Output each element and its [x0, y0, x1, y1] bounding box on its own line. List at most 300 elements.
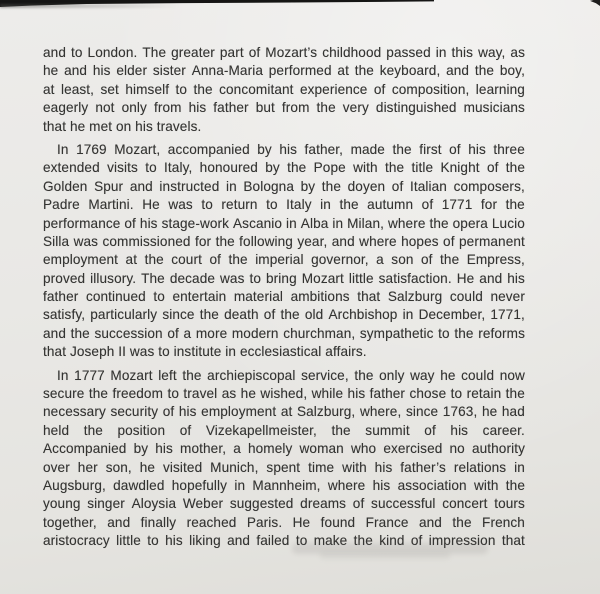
- word: 1769: [76, 141, 107, 157]
- word: title: [411, 160, 434, 176]
- text-line: [43, 81, 525, 99]
- word: of: [486, 160, 499, 176]
- word: of: [443, 233, 455, 249]
- word: the: [228, 252, 248, 268]
- word: the: [354, 63, 374, 79]
- word: Padre: [43, 197, 80, 213]
- word: the: [354, 367, 374, 383]
- word: to: [249, 270, 262, 286]
- word: material: [233, 289, 283, 305]
- word: of: [209, 252, 222, 268]
- word: Mozart’s: [265, 45, 318, 60]
- word: son,: [105, 459, 132, 475]
- text-line: [43, 306, 525, 324]
- word: old: [304, 307, 324, 323]
- word: of: [421, 197, 434, 213]
- word: the: [384, 160, 405, 176]
- word: the: [331, 422, 351, 438]
- word: Italy,: [164, 160, 193, 176]
- word: never: [490, 289, 525, 305]
- word: accompanied: [167, 141, 250, 157]
- word: doyen: [347, 178, 386, 194]
- word: keyboard,: [379, 63, 441, 79]
- word: chose: [409, 386, 447, 402]
- word: but: [255, 100, 275, 116]
- word: his: [155, 441, 173, 457]
- word: Augsburg,: [43, 477, 106, 493]
- word: to: [201, 197, 213, 213]
- word: by: [300, 178, 316, 194]
- word: only: [121, 100, 147, 116]
- word: of: [124, 215, 136, 231]
- text-line: [43, 251, 525, 269]
- word: Alba: [300, 215, 329, 231]
- word: the: [505, 386, 525, 402]
- word: particularly: [90, 307, 158, 323]
- word: he: [440, 367, 456, 383]
- word: instructed: [159, 178, 220, 194]
- word: he: [139, 459, 156, 475]
- word: Martini.: [88, 197, 134, 213]
- text-line: [43, 403, 525, 421]
- word: extended: [43, 160, 100, 176]
- word: imperial: [255, 252, 304, 268]
- word: had: [501, 404, 525, 420]
- word: at: [125, 252, 138, 268]
- word: way: [410, 367, 435, 383]
- word: now: [499, 367, 525, 383]
- text-line: [43, 99, 525, 117]
- word: Mannheim,: [252, 477, 321, 493]
- word: relations: [453, 459, 507, 475]
- word: the: [454, 325, 474, 341]
- word: the: [339, 197, 359, 213]
- word: where: [359, 233, 397, 249]
- word: entertain: [172, 289, 227, 305]
- word: the: [144, 252, 164, 268]
- word: the: [215, 233, 235, 249]
- word: 1771: [441, 197, 473, 213]
- word: time: [308, 459, 335, 475]
- word: summit: [365, 422, 410, 438]
- word: least,: [60, 81, 95, 97]
- word: aristocracy: [43, 533, 110, 549]
- word: and: [43, 45, 66, 60]
- word: liking: [189, 533, 221, 549]
- word: little: [348, 270, 374, 286]
- word: commissioned: [102, 233, 191, 249]
- word: singer: [87, 496, 125, 512]
- word: from: [153, 100, 182, 116]
- word: Weber: [182, 496, 224, 512]
- word: found: [320, 514, 356, 530]
- word: only: [379, 367, 405, 383]
- word: of: [373, 81, 386, 97]
- word: the: [83, 422, 103, 438]
- word: ambitions: [290, 289, 350, 305]
- word: Accompanied: [43, 441, 127, 457]
- word: travel: [183, 386, 218, 402]
- word: position: [117, 422, 166, 438]
- word: to: [145, 160, 157, 176]
- word: with: [353, 160, 378, 176]
- word: was: [168, 197, 193, 213]
- word: as: [510, 45, 525, 60]
- word: childhood: [322, 45, 382, 60]
- word: Italian: [409, 178, 447, 194]
- word: of: [167, 325, 179, 341]
- text-line: [43, 440, 525, 458]
- word: Silla: [43, 233, 70, 249]
- word: the: [193, 81, 213, 97]
- word: since: [405, 404, 439, 420]
- word: 1763,: [442, 404, 478, 420]
- text-line: [43, 215, 525, 233]
- word: and: [107, 514, 131, 530]
- word: the: [287, 160, 307, 176]
- word: his: [372, 477, 391, 493]
- word: of: [179, 422, 192, 438]
- word: successful: [371, 496, 436, 512]
- word: to: [450, 386, 463, 402]
- word: Mozart: [301, 270, 344, 286]
- word: composition,: [391, 81, 470, 97]
- word: archiepiscopal: [207, 367, 296, 383]
- word: performance: [43, 215, 121, 231]
- word: to: [266, 197, 278, 213]
- word: exercised: [383, 441, 443, 457]
- word: French: [482, 514, 525, 530]
- word: boy,: [499, 63, 525, 79]
- word: the: [88, 386, 109, 402]
- word: mother,: [180, 441, 227, 457]
- word: her: [77, 459, 98, 475]
- word: no: [449, 441, 465, 457]
- word: authority: [471, 441, 525, 457]
- word: elder: [116, 63, 148, 79]
- word: hopes: [401, 233, 439, 249]
- word: not: [95, 100, 115, 116]
- word: he: [240, 386, 256, 402]
- word: homely: [247, 441, 293, 457]
- word: Spur: [94, 178, 124, 194]
- text-line: [43, 495, 525, 513]
- word: for: [194, 233, 212, 249]
- word: the: [199, 307, 219, 323]
- word: dreams: [300, 496, 347, 512]
- word: first: [419, 141, 442, 157]
- word: learning: [475, 81, 525, 97]
- word: honoured: [199, 160, 258, 176]
- word: wished,: [260, 386, 308, 402]
- word: employment: [201, 404, 277, 420]
- word: father: [43, 289, 79, 305]
- word: was: [220, 270, 245, 286]
- word: decade: [169, 270, 216, 286]
- word: very: [342, 100, 369, 116]
- word: Empress,: [466, 252, 525, 268]
- word: the: [392, 141, 412, 157]
- word: three: [493, 141, 525, 157]
- word: finally: [140, 514, 177, 530]
- word: to: [438, 325, 450, 341]
- word: the: [316, 100, 336, 116]
- word: his: [92, 63, 111, 79]
- word: eagerly: [43, 100, 89, 116]
- word: reforms: [478, 325, 525, 341]
- word: satisfaction.: [378, 270, 452, 286]
- word: of: [424, 422, 436, 438]
- word: of: [410, 533, 423, 549]
- text-line: [43, 178, 525, 196]
- text-line: [43, 196, 525, 214]
- word: little: [116, 533, 141, 549]
- word: following: [239, 233, 293, 249]
- word: the: [440, 252, 460, 268]
- word: left: [158, 367, 177, 383]
- word: In: [57, 141, 69, 157]
- word: and: [479, 270, 503, 286]
- word: France: [365, 514, 409, 530]
- word: hopefully: [171, 477, 228, 493]
- word: father’s: [400, 459, 446, 475]
- word: of: [352, 496, 365, 512]
- word: death: [224, 307, 259, 323]
- word: set: [100, 81, 119, 97]
- text-line: [43, 288, 525, 306]
- text-line: [43, 367, 525, 385]
- word: churchman,: [283, 325, 356, 341]
- word: to: [175, 81, 188, 97]
- word: of: [248, 45, 261, 60]
- word: year,: [297, 233, 328, 249]
- text-line: [43, 270, 525, 288]
- word: son: [391, 252, 414, 268]
- word: by: [257, 141, 272, 157]
- word: to: [295, 533, 308, 549]
- word: Mozart,: [114, 141, 161, 157]
- word: that: [501, 533, 525, 549]
- word: bring: [266, 270, 297, 286]
- word: distinguished: [375, 100, 457, 116]
- word: a: [376, 252, 384, 268]
- word: the: [182, 367, 202, 383]
- word: kind: [379, 533, 405, 549]
- word: Golden: [43, 178, 88, 194]
- word: the: [505, 160, 525, 176]
- word: his: [188, 100, 207, 116]
- word: satisfy,: [43, 307, 86, 323]
- text-line: [43, 477, 525, 495]
- word: as: [221, 386, 237, 402]
- word: for: [480, 197, 498, 213]
- word: in: [320, 197, 331, 213]
- page-text: [43, 44, 525, 551]
- word: Milan,: [347, 215, 384, 231]
- word: He: [142, 197, 160, 213]
- word: freedom: [112, 386, 164, 402]
- word: necessary: [43, 404, 106, 420]
- word: could: [449, 289, 483, 305]
- word: his: [507, 270, 525, 286]
- word: governor,: [311, 252, 369, 268]
- word: Archbishop: [328, 307, 398, 323]
- word: his: [178, 404, 197, 420]
- word: Paris.: [246, 514, 283, 530]
- word: from: [281, 100, 310, 116]
- text-line: [43, 62, 525, 80]
- word: of: [162, 404, 175, 420]
- word: London.: [87, 45, 138, 60]
- word: woman: [299, 441, 344, 457]
- word: this: [451, 45, 474, 60]
- word: December,: [418, 307, 486, 323]
- word: retain: [466, 386, 502, 402]
- scan-artifact-top-strip-shadow: [0, 4, 180, 8]
- word: to: [167, 386, 179, 402]
- word: secure: [43, 386, 85, 402]
- word: that: [357, 289, 381, 305]
- text-line: [43, 233, 525, 251]
- word: composers,: [453, 178, 525, 194]
- word: return: [221, 197, 258, 213]
- word: by: [133, 441, 149, 457]
- word: with: [473, 477, 499, 493]
- word: and: [64, 63, 88, 79]
- text-line: that he met on his travels.: [43, 118, 202, 134]
- word: his: [139, 215, 158, 231]
- word: make: [313, 533, 348, 549]
- word: association: [397, 477, 467, 493]
- word: way,: [478, 45, 506, 60]
- word: and: [227, 533, 251, 549]
- word: Mozart: [110, 367, 153, 383]
- word: Italy: [286, 197, 312, 213]
- word: father: [369, 386, 406, 402]
- text-line: [43, 514, 525, 532]
- word: at: [43, 81, 55, 97]
- word: held: [43, 422, 70, 438]
- word: where,: [359, 404, 402, 420]
- word: tours: [494, 496, 525, 512]
- word: proved: [43, 270, 86, 286]
- word: passed: [386, 45, 431, 60]
- word: The: [142, 45, 167, 60]
- word: security: [110, 404, 159, 420]
- word: in: [435, 45, 447, 60]
- word: concomitant: [219, 81, 294, 97]
- word: father,: [304, 141, 344, 157]
- word: in: [225, 178, 237, 194]
- word: succession: [94, 325, 163, 341]
- word: to: [147, 533, 159, 549]
- word: The: [141, 270, 165, 286]
- word: of: [421, 252, 433, 268]
- word: Salzburg: [387, 289, 443, 305]
- word: could: [461, 367, 495, 383]
- text-line: [43, 159, 525, 177]
- word: young: [43, 496, 81, 512]
- word: reached: [186, 514, 237, 530]
- word: suggested: [229, 496, 294, 512]
- word: in: [286, 215, 297, 231]
- word: where: [387, 215, 426, 231]
- word: and: [331, 233, 355, 249]
- text-line: [43, 325, 525, 343]
- word: experience: [299, 81, 368, 97]
- word: of: [449, 141, 461, 157]
- word: dawdled: [113, 477, 165, 493]
- word: over: [43, 459, 70, 475]
- word: and: [129, 178, 153, 194]
- word: made: [350, 141, 385, 157]
- word: by: [265, 160, 280, 176]
- word: performed: [268, 63, 332, 79]
- word: He: [456, 270, 475, 286]
- word: 1777: [74, 367, 105, 383]
- word: visits: [107, 160, 138, 176]
- paragraph: [43, 44, 525, 136]
- text-line: [43, 385, 525, 403]
- word: opera: [452, 215, 488, 231]
- word: Pope: [313, 160, 346, 176]
- word: in: [514, 459, 525, 475]
- word: his: [279, 141, 298, 157]
- word: together,: [43, 514, 97, 530]
- text-line: [43, 459, 525, 477]
- word: impression: [428, 533, 496, 549]
- word: at: [280, 404, 293, 420]
- word: employment: [43, 252, 119, 268]
- bleed-through-smudge-secondary: [320, 552, 450, 559]
- word: more: [195, 325, 228, 341]
- word: stage-work: [161, 215, 230, 231]
- word: a: [183, 325, 192, 341]
- word: since: [162, 307, 195, 323]
- word: his: [165, 533, 183, 549]
- word: and: [43, 325, 66, 341]
- word: his: [347, 386, 366, 402]
- word: musicians: [463, 100, 525, 116]
- word: and: [418, 514, 442, 530]
- word: while: [311, 386, 344, 402]
- word: the: [474, 63, 495, 79]
- word: modern: [231, 325, 279, 341]
- word: his: [374, 459, 393, 475]
- word: with: [342, 459, 367, 475]
- word: in: [402, 307, 414, 323]
- word: the: [505, 197, 525, 213]
- word: father: [213, 100, 249, 116]
- paragraph: [43, 141, 525, 362]
- word: who: [350, 441, 377, 457]
- word: the: [353, 533, 373, 549]
- word: the: [505, 477, 525, 493]
- text-line: [43, 44, 525, 62]
- word: his: [468, 141, 486, 157]
- paragraph: [43, 367, 525, 551]
- word: Aloysia: [131, 496, 177, 512]
- word: at: [337, 63, 349, 79]
- word: his: [450, 422, 469, 438]
- word: he: [481, 404, 498, 420]
- word: He: [292, 514, 311, 530]
- word: permanent: [459, 233, 525, 249]
- word: the: [321, 178, 341, 194]
- word: visited: [163, 459, 203, 475]
- text-line: [43, 422, 525, 440]
- text-line: that Joseph II was to institute in ecclesiastical affairs.: [43, 344, 367, 360]
